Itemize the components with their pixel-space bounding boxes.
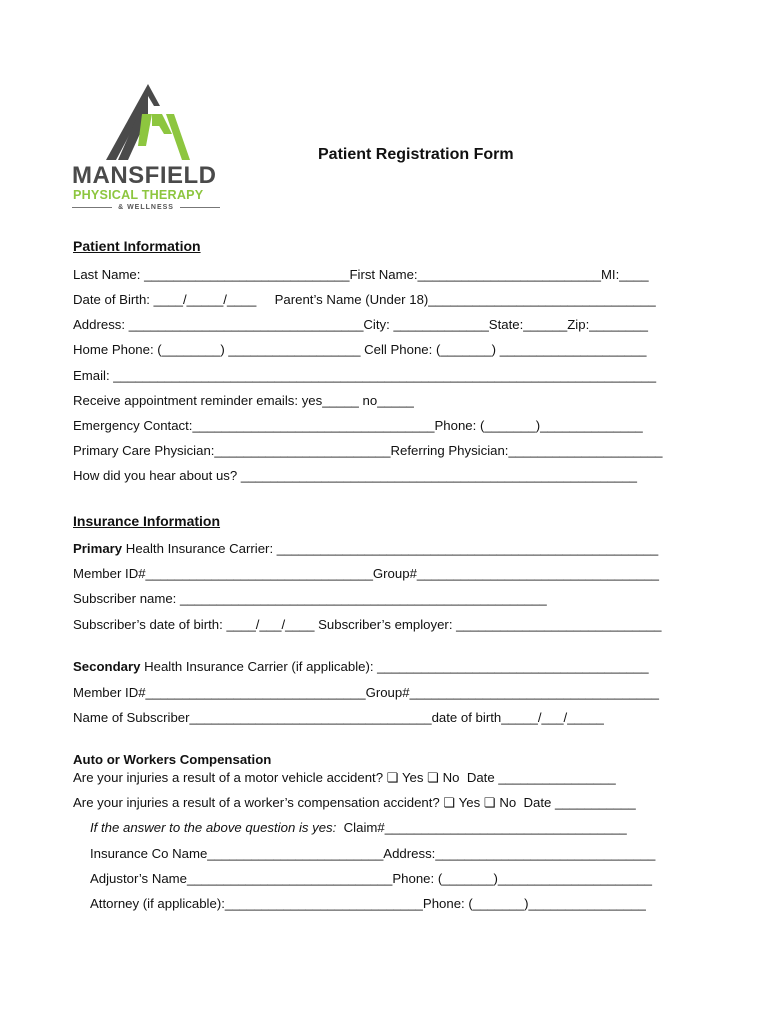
physician-field-line[interactable]: Primary Care Physician:________________________Referring Physician:_____________________ xyxy=(73,443,663,458)
primary-label: Primary xyxy=(73,541,123,556)
claim-line[interactable] xyxy=(90,820,627,835)
dob-field-line[interactable]: Date of Birth: ____/_____/____ Parent’s Name (Under 18)_______________________________ xyxy=(73,292,656,307)
mountain-logo-icon xyxy=(106,84,196,164)
if-yes-label: If the answer to the above question is yes: xyxy=(90,820,337,835)
insurance-co-line[interactable]: Insurance Co Name________________________Address:______________________________ xyxy=(90,846,656,861)
page-title: Patient Registration Form xyxy=(318,146,514,163)
logo-subtitle: PHYSICAL THERAPY xyxy=(73,188,204,202)
secondary-subscriber-line[interactable]: Name of Subscriber_________________________________date of birth_____/___/_____ xyxy=(73,710,604,725)
auto-comp-heading: Auto or Workers Compensation xyxy=(73,752,272,767)
subscriber-name-line[interactable]: Subscriber name: __________________________________________________ xyxy=(73,591,547,606)
secondary-member-id-line[interactable]: Member ID#______________________________Group#__________________________________ xyxy=(73,685,659,700)
secondary-carrier-text: Health Insurance Carrier (if applicable): _____________________________________ xyxy=(140,659,649,674)
claim-field: Claim#_________________________________ xyxy=(336,820,627,835)
workers-comp-question[interactable]: Are your injuries a result of a worker’s compensation accident? ❏ Yes ❏ No Date ___________ xyxy=(73,795,636,810)
emergency-contact-line[interactable]: Emergency Contact:_________________________________Phone: (_______)______________ xyxy=(73,418,643,433)
primary-carrier-line[interactable] xyxy=(73,541,658,556)
secondary-carrier-line[interactable] xyxy=(73,659,649,674)
address-field-line[interactable]: Address: ________________________________City: _____________State:______Zip:________ xyxy=(73,317,648,332)
motor-vehicle-question[interactable]: Are your injuries a result of a motor vehicle accident? ❏ Yes ❏ No Date ________________ xyxy=(73,770,616,785)
logo-tagline xyxy=(72,204,220,211)
subscriber-dob-line[interactable]: Subscriber’s date of birth: ____/___/____ Subscriber’s employer: ____________________________ xyxy=(73,617,662,632)
phone-field-line[interactable]: Home Phone: (________) __________________ Cell Phone: (_______) ____________________ xyxy=(73,342,647,357)
logo-tagline-text: & WELLNESS xyxy=(118,204,174,211)
patient-info-heading: Patient Information xyxy=(73,238,201,254)
attorney-line[interactable]: Attorney (if applicable):___________________________Phone: (_______)________________ xyxy=(90,896,646,911)
primary-member-id-line[interactable]: Member ID#_______________________________Group#_________________________________ xyxy=(73,566,659,581)
referral-source-line[interactable]: How did you hear about us? ______________________________________________________ xyxy=(73,468,637,483)
secondary-label: Secondary xyxy=(73,659,141,674)
primary-carrier-text: Health Insurance Carrier: ____________________________________________________ xyxy=(122,541,659,556)
email-field-line[interactable]: Email: __________________________________________________________________________ xyxy=(73,368,657,383)
name-field-line[interactable]: Last Name: ____________________________First Name:_________________________MI:____ xyxy=(73,267,649,282)
logo-name: MANSFIELD xyxy=(72,162,217,189)
adjustor-line[interactable]: Adjustor’s Name____________________________Phone: (_______)_____________________ xyxy=(90,871,652,886)
insurance-info-heading: Insurance Information xyxy=(73,513,221,529)
reminder-field-line[interactable]: Receive appointment reminder emails: yes_____ no_____ xyxy=(73,393,414,408)
mansfield-logo xyxy=(72,84,222,216)
